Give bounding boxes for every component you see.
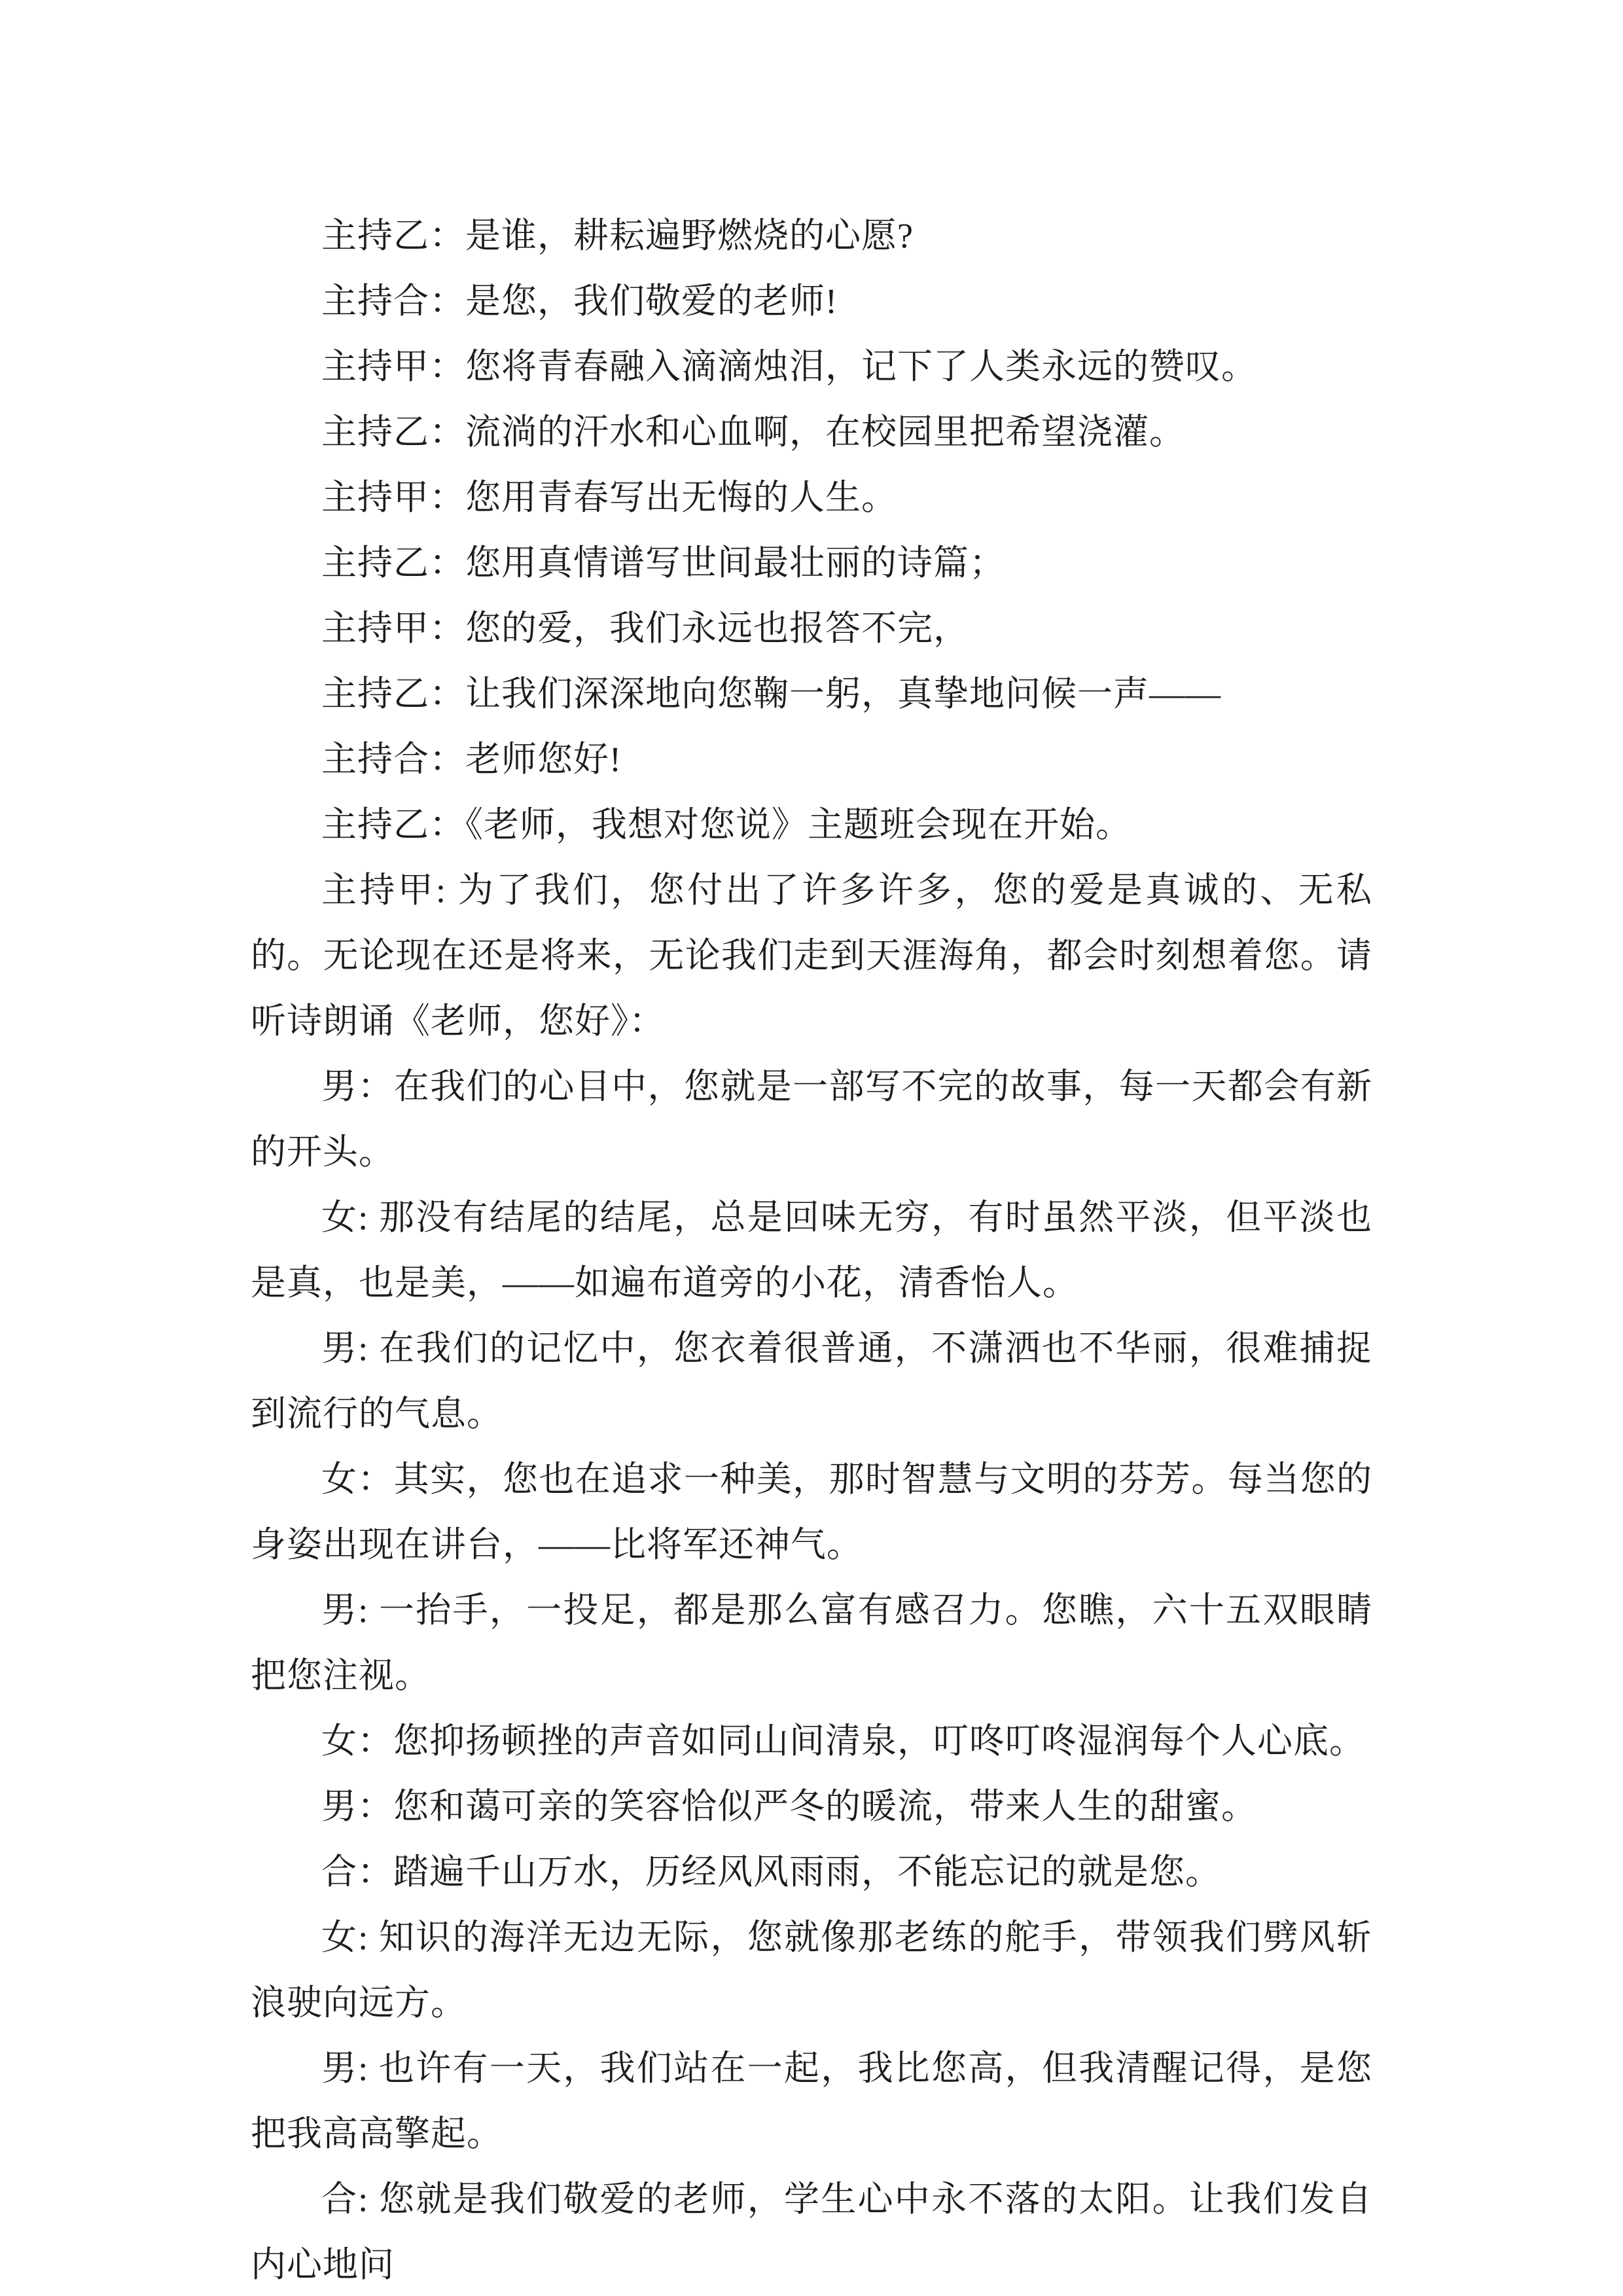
paragraph-host-all-1: 主持合：是您，我们敬爱的老师! bbox=[321, 281, 838, 321]
paragraph-together-1: 合：踏遍千山万水，历经风风雨雨，不能忘记的就是您。 bbox=[321, 1852, 1221, 1892]
paragraph-male-3: 男: 一抬手，一投足，都是那么富有感召力。您瞧，六十五双眼睛把您注视。 bbox=[251, 1590, 1372, 1695]
paragraph-male-1: 男：在我们的心目中，您就是一部写不完的故事，每一天都会有新的开头。 bbox=[251, 1067, 1372, 1172]
paragraph-host-b-2: 主持乙：流淌的汗水和心血啊，在校园里把希望浇灌。 bbox=[321, 412, 1185, 452]
document-body bbox=[251, 203, 1372, 2296]
paragraph-male-4: 男：您和蔼可亲的笑容恰似严冬的暖流，带来人生的甜蜜。 bbox=[321, 1787, 1257, 1826]
paragraph-female-2: 女：其实，您也在追求一种美，那时智慧与文明的芬芳。每当您的身姿出现在讲台，——比将军还神气。 bbox=[251, 1460, 1372, 1564]
paragraph-host-a-2: 主持甲：您用青春写出无悔的人生。 bbox=[321, 478, 897, 517]
paragraph-host-b-4: 主持乙：让我们深深地向您鞠一躬，真挚地问候一声—— bbox=[321, 674, 1221, 713]
paragraph-together-2: 合: 您就是我们敬爱的老师，学生心中永不落的太阳。让我们发自内心地问 bbox=[251, 2179, 1372, 2284]
paragraph-host-b-1: 主持乙：是谁，耕耘遍野燃烧的心愿? bbox=[321, 216, 914, 255]
paragraph-host-b-5: 主持乙：《老师，我想对您说》主题班会现在开始。 bbox=[321, 805, 1132, 844]
paragraph-host-all-2: 主持合：老师您好! bbox=[321, 740, 622, 779]
paragraph-male-5: 男: 也许有一天，我们站在一起，我比您高，但我清醒记得，是您把我高高擎起。 bbox=[251, 2049, 1372, 2153]
paragraph-host-b-3: 主持乙：您用真情谱写世间最壮丽的诗篇； bbox=[321, 543, 1005, 583]
paragraph-female-3: 女：您抑扬顿挫的声音如同山间清泉，叮咚叮咚湿润每个人心底。 bbox=[321, 1721, 1365, 1761]
paragraph-host-a-3: 主持甲：您的爱，我们永远也报答不完， bbox=[321, 609, 969, 648]
paragraph-female-4: 女: 知识的海洋无边无际，您就像那老练的舵手，带领我们劈风斩浪驶向远方。 bbox=[251, 1918, 1372, 2022]
paragraph-host-a-4: 主持甲: 为了我们，您付出了许多许多，您的爱是真诚的、无私的。无论现在还是将来，无论我们走到天涯海角，都会时刻想着您。请听诗朗诵《老师，您好》： bbox=[251, 870, 1372, 1041]
paragraph-female-1: 女: 那没有结尾的结尾，总是回味无穷，有时虽然平淡，但平淡也是真，也是美，——如遍布道旁的小花，清香怡人。 bbox=[251, 1198, 1372, 1302]
paragraph-male-2: 男: 在我们的记忆中，您衣着很普通，不潇洒也不华丽，很难捕捉到流行的气息。 bbox=[251, 1329, 1372, 1433]
paragraph-host-a-1: 主持甲：您将青春融入滴滴烛泪，记下了人类永远的赞叹。 bbox=[321, 347, 1257, 386]
